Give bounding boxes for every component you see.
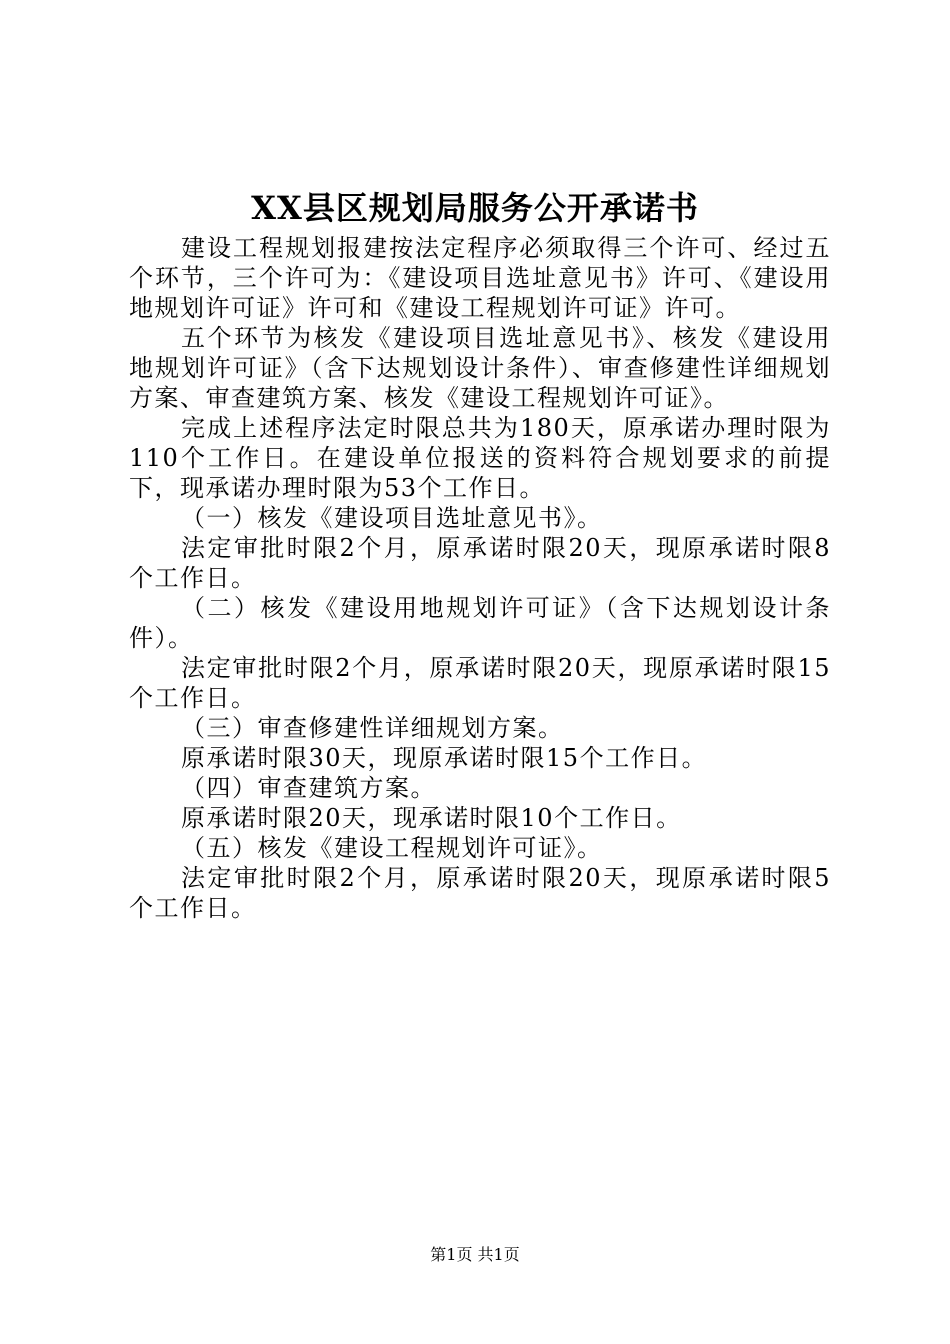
paragraph-steps: 五个环节为核发《建设项目选址意见书》、核发《建设用地规划许可证》（含下达规划设计条件）、审查修建性详细规划方案、审查建筑方案、核发《建设工程规划许可证》。: [129, 324, 831, 412]
section-text-2: 法定审批时限2个月，原承诺时限20天，现原承诺时限15个工作日。: [129, 654, 831, 712]
section-heading-3: （三）审查修建性详细规划方案。: [181, 714, 564, 742]
paragraph-intro: 建设工程规划报建按法定程序必须取得三个许可、经过五个环节，三个许可为：《建设项目选址意见书》许可、《建设用地规划许可证》许可和《建设工程规划许可证》许可。: [129, 234, 831, 322]
section-heading-2: （二）核发《建设用地规划许可证》（含下达规划设计条件）。: [129, 594, 831, 652]
section-text-5: 法定审批时限2个月，原承诺时限20天，现原承诺时限5个工作日。: [129, 864, 831, 922]
section-text-1: 法定审批时限2个月，原承诺时限20天，现原承诺时限8个工作日。: [129, 534, 831, 592]
document-body: [129, 233, 831, 923]
section-heading-1: （一）核发《建设项目选址意见书》。: [181, 504, 603, 532]
section-heading-5: （五）核发《建设工程规划许可证》。: [181, 834, 603, 862]
section-text-3: 原承诺时限30天，现原承诺时限15个工作日。: [181, 744, 708, 772]
page-footer: 第1页 共1页: [430, 1245, 520, 1264]
document-title: XX县区规划局服务公开承诺书: [251, 189, 699, 227]
section-text-4: 原承诺时限20天，现承诺时限10个工作日。: [181, 804, 682, 832]
section-heading-4: （四）审查建筑方案。: [181, 774, 436, 802]
paragraph-time-limit: 完成上述程序法定时限总共为180天，原承诺办理时限为110个工作日。在建设单位报送的资料符合规划要求的前提下，现承诺办理时限为53个工作日。: [129, 414, 831, 502]
